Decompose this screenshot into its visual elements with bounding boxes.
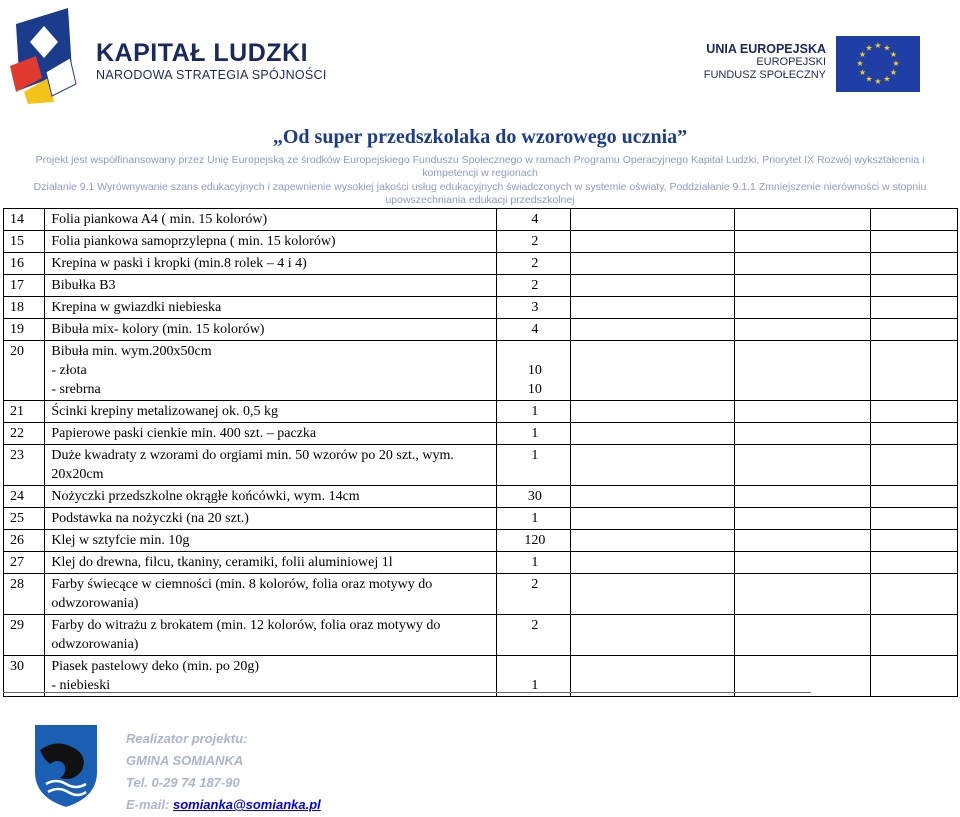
row-sub-quantity: 10 [527, 363, 542, 378]
row-quantity: 120 [497, 530, 571, 552]
row-quantity [497, 656, 571, 697]
empty-cell [734, 552, 870, 574]
empty-cell [734, 253, 870, 275]
project-info-line2: kompetencji w regionach [422, 167, 538, 179]
row-quantity: 1 [497, 423, 571, 445]
svg-text:★: ★ [883, 43, 891, 53]
empty-cell [870, 508, 957, 530]
row-quantity: 2 [497, 275, 571, 297]
empty-cell [571, 508, 734, 530]
row-description: Duże kwadraty z wzorami do orgiami min. 50 wzorów po 20 szt., wym. 20x20cm [45, 445, 497, 486]
svg-text:★: ★ [874, 41, 882, 50]
eu-flag-icon [836, 36, 920, 92]
row-sub-item: - niebieski [51, 678, 111, 693]
row-description: Ścinki krepiny metalizowanej ok. 0,5 kg [45, 401, 497, 423]
table-row [4, 297, 958, 319]
empty-cell [571, 530, 734, 552]
empty-cell [870, 530, 957, 552]
row-description: Klej do drewna, filcu, tkaniny, ceramiki, folii aluminiowej 1l [45, 552, 497, 574]
table-row [4, 445, 958, 486]
empty-cell [734, 656, 870, 697]
svg-text:★: ★ [892, 59, 900, 68]
kapital-ludzki-logo [10, 6, 80, 104]
row-description [45, 341, 497, 401]
empty-cell [571, 656, 734, 697]
row-description: Krepina w gwiazdki niebieska [45, 297, 497, 319]
empty-cell [734, 615, 870, 656]
svg-text:★: ★ [889, 50, 898, 59]
eu-wordmark [704, 42, 826, 82]
kapital-ludzki-wordmark [96, 40, 327, 82]
footer-email-label: E-mail: [126, 797, 173, 812]
table-row [4, 574, 958, 615]
empty-cell [870, 552, 957, 574]
table-row [4, 486, 958, 508]
footer-label: Realizator projektu: [126, 731, 248, 746]
row-description-main: Bibuła min. wym.200x50cm [51, 344, 212, 359]
table-row [4, 275, 958, 297]
row-number: 23 [4, 445, 45, 486]
eu-line1: UNIA EUROPEJSKA [706, 42, 826, 56]
row-number: 16 [4, 253, 45, 275]
row-description: Krepina w paski i kropki (min.8 rolek – 4 i 4) [45, 253, 497, 275]
empty-cell [870, 656, 957, 697]
row-sub-item: - srebrna [51, 382, 101, 397]
empty-cell [870, 319, 957, 341]
empty-cell [571, 209, 734, 231]
empty-cell [571, 319, 734, 341]
row-quantity: 4 [497, 319, 571, 341]
row-sub-quantity: 10 [527, 382, 542, 397]
empty-cell [734, 401, 870, 423]
row-number: 28 [4, 574, 45, 615]
empty-cell [734, 574, 870, 615]
empty-cell [571, 401, 734, 423]
footer-email-link[interactable]: somianka@somianka.pl [172, 797, 321, 812]
table-row [4, 341, 958, 401]
row-description-main: Piasek pastelowy deko (min. po 20g) [51, 659, 260, 674]
row-description: Papierowe paski cienkie min. 400 szt. – paczka [45, 423, 497, 445]
empty-cell [734, 530, 870, 552]
empty-cell [571, 445, 734, 486]
row-number: 29 [4, 615, 45, 656]
empty-cell [734, 423, 870, 445]
row-description: Folia piankowa samoprzylepna ( min. 15 kolorów) [45, 231, 497, 253]
empty-cell [870, 615, 957, 656]
table-row [4, 656, 958, 697]
empty-cell [734, 275, 870, 297]
empty-cell [870, 445, 957, 486]
row-quantity: 2 [497, 253, 571, 275]
eu-line2: EUROPEJSKI [756, 56, 826, 68]
row-description: Klej w sztyfcie min. 10g [45, 530, 497, 552]
row-quantity: 2 [497, 574, 571, 615]
table-row [4, 530, 958, 552]
footer-org: GMINA SOMIANKA [126, 753, 244, 768]
row-number: 27 [4, 552, 45, 574]
kapital-ludzki-subtitle: NARODOWA STRATEGIA SPÓJNOŚCI [96, 68, 327, 82]
items-table [3, 208, 958, 697]
svg-text:★: ★ [856, 59, 864, 68]
table-row [4, 209, 958, 231]
row-number: 26 [4, 530, 45, 552]
table-row [4, 319, 958, 341]
svg-text:★: ★ [865, 43, 873, 53]
table-row [4, 231, 958, 253]
row-quantity: 3 [497, 297, 571, 319]
row-number: 30 [4, 656, 45, 697]
empty-cell [734, 297, 870, 319]
empty-cell [870, 297, 957, 319]
empty-cell [571, 486, 734, 508]
row-description: Podstawka na nożyczki (na 20 szt.) [45, 508, 497, 530]
row-sub-quantity: 1 [531, 678, 539, 693]
empty-cell [571, 574, 734, 615]
empty-cell [571, 231, 734, 253]
kapital-ludzki-title: KAPITAŁ LUDZKI [96, 39, 309, 67]
table-row [4, 423, 958, 445]
row-number: 24 [4, 486, 45, 508]
empty-cell [571, 341, 734, 401]
footer-contact [126, 728, 321, 816]
row-quantity: 2 [497, 615, 571, 656]
table-row [4, 615, 958, 656]
row-quantity: 1 [497, 401, 571, 423]
footer-email-row [126, 794, 321, 816]
row-description: Nożyczki przedszkolne okrągłe końcówki, wym. 14cm [45, 486, 497, 508]
row-description: Folia piankowa A4 ( min. 15 kolorów) [45, 209, 497, 231]
empty-cell [571, 423, 734, 445]
project-info-line4: upowszechniania edukacji przedszkolnej [385, 194, 575, 206]
svg-text:★: ★ [865, 74, 873, 84]
empty-cell [734, 341, 870, 401]
empty-cell [870, 231, 957, 253]
row-number: 22 [4, 423, 45, 445]
row-number: 20 [4, 341, 45, 401]
table-row [4, 552, 958, 574]
empty-cell [870, 574, 957, 615]
footer-phone: Tel. 0-29 74 187-90 [126, 775, 240, 790]
gmina-coat-of-arms-icon [30, 720, 102, 810]
project-info-line3: Działanie 9.1 Wyrównywanie szans edukacyjnych i zapewnienie wysokiej jakości usług edukacyjnych świadczonych w systemie oświaty, Poddziałanie 9.1.1 Zmniejszenie nierówności w stopniu [33, 181, 927, 193]
row-number: 17 [4, 275, 45, 297]
empty-cell [571, 615, 734, 656]
empty-cell [870, 253, 957, 275]
empty-cell [734, 231, 870, 253]
row-description: Farby do witrażu z brokatem (min. 12 kolorów, folia oraz motywy do odwzorowania) [45, 615, 497, 656]
empty-cell [734, 209, 870, 231]
row-number: 18 [4, 297, 45, 319]
row-number: 19 [4, 319, 45, 341]
empty-cell [870, 423, 957, 445]
row-sub-item: - złota [51, 363, 87, 378]
empty-cell [734, 508, 870, 530]
row-description [45, 656, 497, 697]
empty-cell [734, 486, 870, 508]
row-description: Bibułka B3 [45, 275, 497, 297]
empty-cell [571, 253, 734, 275]
row-quantity: 4 [497, 209, 571, 231]
svg-text:★: ★ [889, 68, 898, 77]
empty-cell [870, 401, 957, 423]
row-number: 25 [4, 508, 45, 530]
footer-divider [3, 692, 811, 693]
row-number: 14 [4, 209, 45, 231]
empty-cell [870, 209, 957, 231]
empty-cell [734, 445, 870, 486]
empty-cell [571, 275, 734, 297]
row-number: 15 [4, 231, 45, 253]
row-quantity: 1 [497, 445, 571, 486]
svg-text:★: ★ [874, 77, 882, 86]
project-title: „Od super przedszkolaka do wzorowego ucznia” [272, 126, 688, 148]
eu-line3: FUNDUSZ SPOŁECZNY [703, 69, 826, 81]
row-quantity [497, 341, 571, 401]
empty-cell [870, 275, 957, 297]
project-info-line1: Projekt jest współfinansowany przez Unię Europejską ze środków Europejskiego Funduszu Społecznego w ramach Programu Operacyjnego Kapitał Ludzki, Priorytet IX Rozwój wykształcenia i [35, 154, 925, 166]
table-row [4, 508, 958, 530]
empty-cell [571, 552, 734, 574]
table-row [4, 401, 958, 423]
empty-cell [870, 341, 957, 401]
row-quantity: 1 [497, 508, 571, 530]
row-description: Bibuła mix- kolory (min. 15 kolorów) [45, 319, 497, 341]
empty-cell [870, 486, 957, 508]
empty-cell [571, 297, 734, 319]
table-row [4, 253, 958, 275]
row-quantity: 1 [497, 552, 571, 574]
row-quantity: 30 [497, 486, 571, 508]
row-number: 21 [4, 401, 45, 423]
page-header [0, 0, 960, 210]
empty-cell [734, 319, 870, 341]
row-description: Farby świecące w ciemności (min. 8 kolorów, folia oraz motywy do odwzorowania) [45, 574, 497, 615]
svg-text:★: ★ [858, 50, 867, 59]
svg-text:★: ★ [858, 68, 867, 77]
svg-text:★: ★ [883, 74, 891, 84]
row-quantity: 2 [497, 231, 571, 253]
